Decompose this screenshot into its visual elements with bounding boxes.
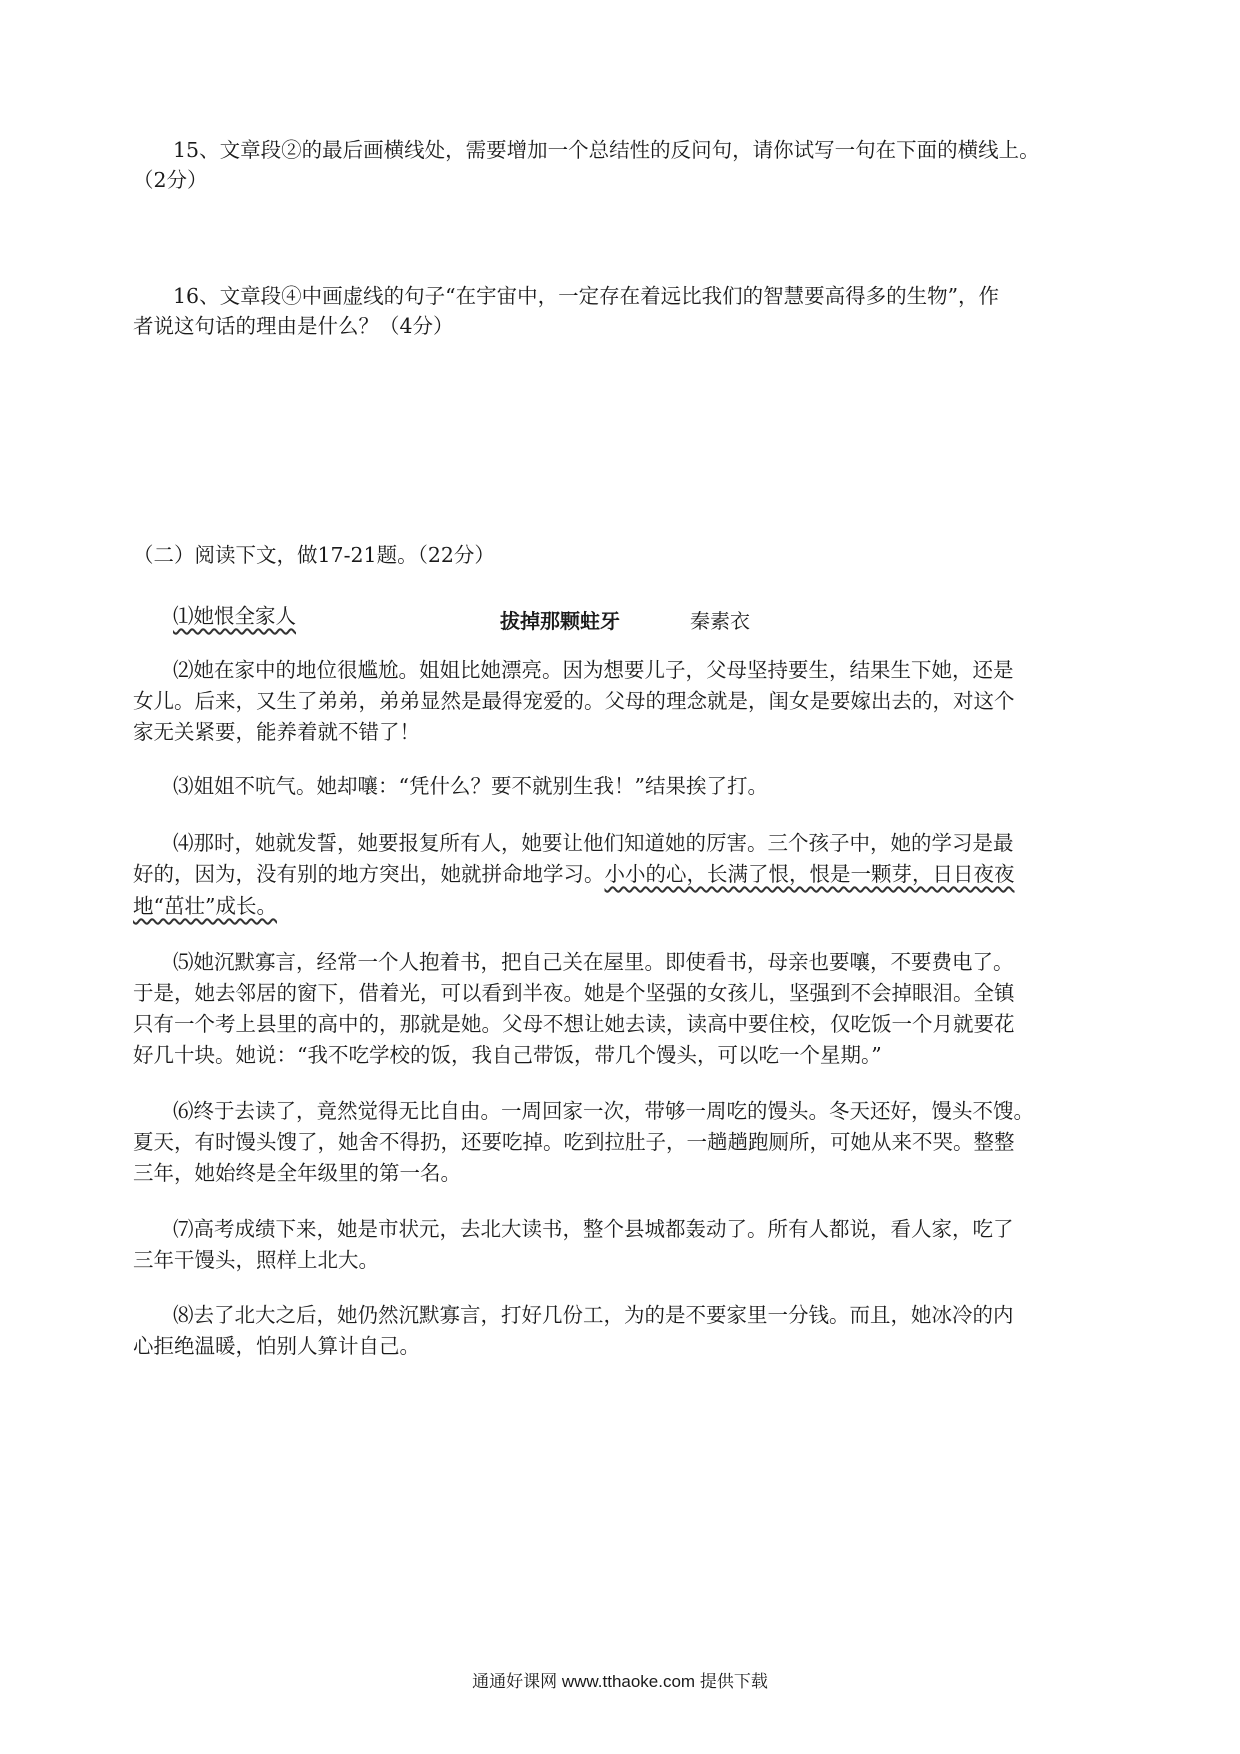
paragraph-7-line-1: ⑺高考成绩下来，她是市状元，去北大读书，整个县城都轰动了。所有人都说，看人家，吃了 <box>173 1217 1014 1241</box>
paragraph-2-line-1: ⑵她在家中的地位很尴尬。姐姐比她漂亮。因为想要儿子，父母坚持要生，结果生下她，还是 <box>173 658 1014 682</box>
paragraph-3: ⑶姐姐不吭气。她却嚷：“凭什么？要不就别生我！”结果挨了打。 <box>173 774 768 798</box>
article-title: 拔掉那颗蛀牙 <box>500 609 620 633</box>
paragraph-6-line-3: 三年，她始终是全年级里的第一名。 <box>133 1161 461 1185</box>
paragraph-5-line-2: 于是，她去邻居的窗下，借着光，可以看到半夜。她是个坚强的女孩儿，坚强到不会掉眼泪。全镇 <box>133 981 1015 1005</box>
paragraph-5-line-3: 只有一个考上县里的高中的，那就是她。父母不想让她去读，读高中要住校，仅吃饭一个月就要花 <box>133 1012 1015 1036</box>
paragraph-6-line-1: ⑹终于去读了，竟然觉得无比自由。一周回家一次，带够一周吃的馒头。冬天还好，馒头不馊。 <box>173 1099 1034 1123</box>
paragraph-8-line-2: 心拒绝温暖，怕别人算计自己。 <box>133 1334 420 1358</box>
paragraph-8-line-1: ⑻去了北大之后，她仍然沉默寡言，打好几份工，为的是不要家里一分钱。而且，她冰冷的内 <box>173 1303 1014 1327</box>
q15-line-1: 15、文章段②的最后画横线处，需要增加一个总结性的反问句，请你试写一句在下面的横线上。 <box>173 138 1040 162</box>
paragraph-1 <box>173 603 296 629</box>
paragraph-1-text: ⑴她恨全家人 <box>173 604 296 628</box>
paragraph-5-line-1: ⑸她沉默寡言，经常一个人抱着书，把自己关在屋里。即使看书，母亲也要嚷，不要费电了。 <box>173 950 1014 974</box>
section-heading: （二）阅读下文，做17-21题。（22分） <box>133 543 495 567</box>
paragraph-2-line-3: 家无关紧要，能养着就不错了！ <box>133 720 420 744</box>
paragraph-4-line-2-plain: 好的，因为，没有别的地方突出，她就拼命地学习。 <box>133 862 605 886</box>
q16-line-1: 16、文章段④中画虚线的句子“在宇宙中，一定存在着远比我们的智慧要高得多的生物”，作 <box>173 284 1000 308</box>
paragraph-4-line-3 <box>133 893 277 919</box>
article-author: 秦素衣 <box>690 609 750 633</box>
paragraph-2-line-2: 女儿。后来，又生了弟弟，弟弟显然是最得宠爱的。父母的理念就是，闺女是要嫁出去的，对这个 <box>133 689 1015 713</box>
paragraph-7-line-2: 三年干馒头，照样上北大。 <box>133 1248 379 1272</box>
paragraph-6-line-2: 夏天，有时馒头馊了，她舍不得扔，还要吃掉。吃到拉肚子，一趟趟跑厕所，可她从来不哭。整整 <box>133 1130 1015 1154</box>
paragraph-4-line-1: ⑷那时，她就发誓，她要报复所有人，她要让他们知道她的厉害。三个孩子中，她的学习是最 <box>173 831 1014 855</box>
paragraph-4-line-2-underlined: 小小的心，长满了恨，恨是一颗芽，日日夜夜 <box>604 862 1015 886</box>
q16-line-2: 者说这句话的理由是什么？（4分） <box>133 314 454 338</box>
paragraph-5-line-4: 好几十块。她说：“我不吃学校的饭，我自己带饭，带几个馒头，可以吃一个星期。” <box>133 1043 882 1067</box>
q15-line-2: （2分） <box>133 168 208 192</box>
page-footer: 通通好课网 www.tthaoke.com 提供下载 <box>472 1672 768 1691</box>
paragraph-4-line-3-underlined: 地“茁壮”成长。 <box>133 894 277 918</box>
paragraph-4-line-2 <box>133 861 1015 887</box>
